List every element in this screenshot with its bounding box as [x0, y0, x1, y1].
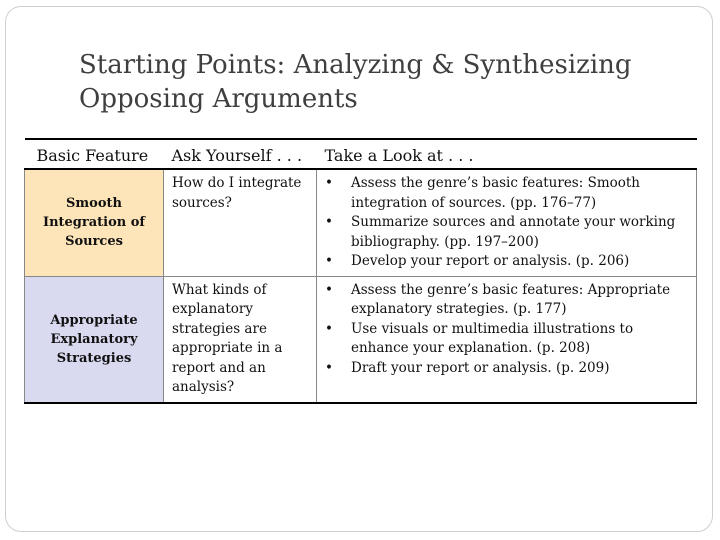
bullet-icon: • — [325, 253, 333, 269]
table-header-row — [25, 139, 697, 169]
ask-cell: How do I integrate sources? — [164, 169, 317, 276]
bullet-icon: • — [325, 281, 333, 298]
header-basic-feature: Basic Feature — [25, 139, 164, 169]
slide-title-line-1: Starting Points: Analyzing & Synthesizing — [79, 50, 632, 80]
list-item-text: Assess the genre’s basic features: Appropriate explanatory strategies. (p. 177) — [351, 281, 671, 317]
list-item — [323, 320, 688, 359]
look-cell — [317, 169, 697, 276]
list-item — [323, 213, 688, 252]
bullet-icon: • — [325, 320, 333, 337]
look-list — [323, 174, 688, 272]
list-item — [323, 252, 688, 272]
slide-title — [79, 48, 679, 116]
list-item-text: Use visuals or multimedia illustrations to enhance your explanation. (p. 208) — [351, 320, 634, 356]
header-ask-yourself: Ask Yourself . . . — [164, 139, 317, 169]
list-item — [323, 281, 688, 320]
list-item-text: Assess the genre’s basic features: Smooth integration of sources. (pp. 176–77) — [351, 175, 640, 211]
list-item-text: Develop your report or analysis. (p. 206) — [351, 253, 630, 269]
ask-cell: What kinds of explanatory strategies are appropriate in a report and an analysis? — [164, 276, 317, 403]
look-cell — [317, 276, 697, 403]
feature-cell: Appropriate Explanatory Strategies — [25, 276, 164, 403]
starting-points-table — [24, 138, 697, 404]
bullet-icon: • — [325, 175, 333, 191]
feature-cell: Smooth Integration of Sources — [25, 169, 164, 276]
bullet-icon: • — [325, 359, 333, 376]
list-item — [323, 359, 688, 379]
table-row — [25, 169, 697, 276]
list-item — [323, 174, 688, 213]
look-list — [323, 281, 688, 379]
header-take-a-look: Take a Look at . . . — [317, 139, 697, 169]
slide-title-line-2: Opposing Arguments — [79, 84, 358, 114]
list-item-text: Draft your report or analysis. (p. 209) — [351, 359, 610, 376]
table-row — [25, 276, 697, 403]
bullet-icon: • — [325, 214, 333, 230]
list-item-text: Summarize sources and annotate your working bibliography. (pp. 197–200) — [351, 214, 676, 250]
